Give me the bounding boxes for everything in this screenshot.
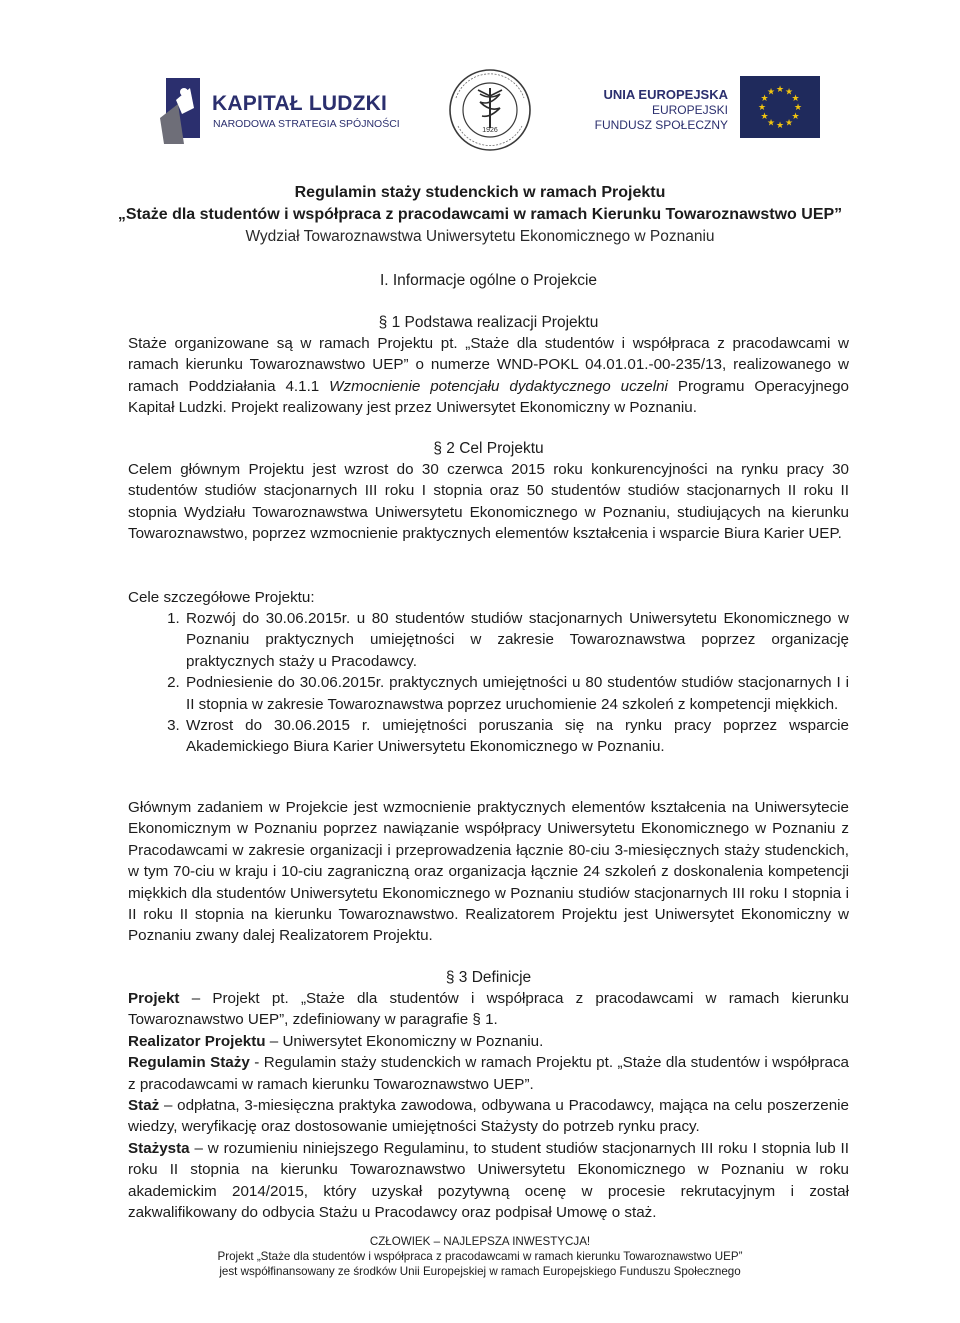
svg-text:★: ★ bbox=[760, 112, 769, 122]
svg-text:★: ★ bbox=[784, 118, 794, 129]
definition-text: - Regulamin staży studenckich w ramach Projektu pt. „Staże dla studentów i współpraca z pracodawcami w ramach kierunku Towaroznawstwo UEP”. bbox=[128, 1054, 849, 1093]
title-line1: Regulamin staży studenckich w ramach Projektu bbox=[294, 184, 666, 201]
definition-item bbox=[128, 988, 849, 1031]
definition-text: – Projekt pt. „Staże dla studentów i współpraca z pracodawcami w ramach kierunku Towaroznawstwo UEP”, zdefiniowany w paragrafie § 1. bbox=[128, 990, 849, 1029]
goal-item: 2. Podniesienie do 30.06.2015r. praktycznych umiejętności u 80 studentów studiów stacjonarnych I i II stopnia w zakresie Towaroznawstwa poprzez uruchomienie 24 szkoleń z kompetencji miękkich. bbox=[184, 672, 849, 715]
paragraph1-text bbox=[128, 333, 849, 419]
svg-text:★: ★ bbox=[791, 112, 800, 122]
goals-list-container bbox=[128, 608, 849, 758]
definition-text: – odpłatna, 3-miesięczna praktyka zawodowa, odbywana u Pracodawcy, mająca na celu poszerzenie wiedzy, weryfikację oraz dostosowanie umiejętności Stażysty do potrzeb rynku pracy. bbox=[128, 1097, 849, 1136]
paragraph1-heading: § 1 Podstawa realizacji Projektu bbox=[378, 314, 599, 331]
definition-term: Realizator Projektu bbox=[128, 1032, 266, 1050]
svg-text:★: ★ bbox=[760, 94, 769, 104]
definition-term: Projekt bbox=[128, 990, 180, 1007]
kapital-ludzki-logo bbox=[160, 78, 400, 148]
definitions-list bbox=[128, 988, 849, 1223]
svg-text:★: ★ bbox=[775, 121, 785, 131]
title-line2: „Staże dla studentów i współpraca z pracodawcami w ramach Kierunku Towaroznawstwo UEP” bbox=[117, 206, 843, 223]
paragraph1-text-a: Staże organizowane są w ramach Projektu pt. „Staże dla studentów i współpraca z pracodawcami w ramach kierunku Towaroznawstwo UEP” o numerze WND-POKL 04.01.01.-00-235/13, realizowanego w ramach Poddziałania 4.1.1 bbox=[128, 335, 849, 395]
svg-text:★: ★ bbox=[784, 87, 794, 98]
goals-list bbox=[128, 608, 849, 758]
eu-line1: UNIA EUROPEJSKA bbox=[603, 87, 728, 102]
eu-line2: EUROPEJSKI bbox=[651, 103, 728, 117]
definition-term: Staż bbox=[128, 1097, 160, 1115]
definition-text: – Uniwersytet Ekonomiczny w Poznaniu. bbox=[265, 1032, 544, 1050]
document-title bbox=[0, 182, 960, 248]
footer-line3: jest współfinansowany ze środków Unii Europejskiej w ramach Europejskiego Funduszu Społecznego bbox=[219, 1265, 741, 1278]
eu-text bbox=[595, 86, 728, 133]
title-line3: Wydział Towaroznawstwa Uniwersytetu Ekonomicznego w Poznaniu bbox=[245, 228, 715, 245]
definition-term: Stażysta bbox=[128, 1139, 190, 1157]
svg-text:★: ★ bbox=[791, 94, 800, 104]
paragraph1-text-b: Programu Operacyjnego Kapitał Ludzki. Projekt realizowany jest przez Uniwersytet Ekonomiczny w Poznaniu. bbox=[128, 377, 849, 417]
goal-item: 3. Wzrost do 30.06.2015 r. umiejętności poruszania się na rynku pracy poprzez wsparcie Akademickiego Biura Karier Uniwersytetu Ekonomicznego w Poznaniu. bbox=[184, 715, 849, 758]
page-footer bbox=[0, 1234, 960, 1279]
kapital-ludzki-title: KAPITAŁ LUDZKI bbox=[212, 92, 388, 115]
footer-line2: Projekt „Staże dla studentów i współpraca z pracodawcami w ramach kierunku Towaroznawstwo UEP” bbox=[217, 1250, 743, 1263]
paragraph3-heading: § 3 Definicje bbox=[445, 969, 532, 986]
paragraph1-text-italic: Wzmocnienie potencjału dydaktycznego uczelni bbox=[329, 377, 668, 395]
eu-logo bbox=[580, 76, 820, 140]
eu-flag-icon bbox=[740, 76, 820, 138]
definition-term: Regulamin Staży bbox=[128, 1054, 250, 1072]
svg-text:★: ★ bbox=[793, 103, 803, 113]
main-task-text: Głównym zadaniem w Projekcie jest wzmocnienie praktycznych elementów kształcenia na Uniwersytecie Ekonomicznym w Poznaniu poprzez nawiązanie współpracy Uniwersytetu Ekonomicznego w Poznaniu z Pracodawcami w zakresie organizacji i przeprowadzenia łącznie 80-ciu 3-miesięcznych staży studenckich, w tym 70-ciu w kraju i 10-ciu zagraniczną oraz organizacja łącznie 24 szkoleń z doskonalenia kompetencji miękkich dla studentów Uniwersytetu Ekonomicznego w Poznaniu studiów stacjonarnych III roku I stopnia i II roku II stopnia na kierunku Towaroznawstwo. Realizatorem Projektu jest Uniwersytet Ekonomiczny w Poznaniu zwany dalej Realizatorem Projektu. bbox=[128, 799, 849, 945]
paragraph2-text: Celem głównym Projektu jest wzrost do 30 czerwca 2015 roku konkurencyjności na rynku pracy 30 studentów studiów stacjonarnych III roku I stopnia oraz 50 studentów studiów stacjonarnych II roku II stopnia Wydziału Towaroznawstwa Uniwersytetu Ekonomicznego w Poznaniu, studiujących na kierunku Towaroznawstwo, poprzez wzmocnienie praktycznych elementów kształcenia i wsparcie Biura Karier UEP. bbox=[128, 461, 849, 543]
goals-label: Cele szczegółowe Projektu: bbox=[128, 589, 315, 606]
svg-text:★: ★ bbox=[766, 118, 776, 129]
svg-text:★: ★ bbox=[757, 103, 767, 113]
seal-year: 1926 bbox=[482, 127, 498, 134]
section-heading: I. Informacje ogólne o Projekcie bbox=[379, 272, 598, 289]
definition-item bbox=[128, 1052, 849, 1095]
university-seal-icon bbox=[438, 68, 542, 152]
svg-text:★: ★ bbox=[775, 85, 785, 95]
definition-text: – w rozumieniu niniejszego Regulaminu, to student studiów stacjonarnych III roku I stopnia lub II roku II stopnia na kierunku Towaroznawstwo Uniwersytetu Ekonomicznego w Poznaniu w roku akademickim 2014/2015, który uzyskał pozytywną ocenę w procesie rekrutacyjnym i został zakwalifikowany do odbycia Stażu u Pracodawcy oraz podpisał Umowę o staż. bbox=[128, 1139, 849, 1222]
eu-line3: FUNDUSZ SPOŁECZNY bbox=[594, 118, 728, 132]
svg-text:★: ★ bbox=[766, 87, 776, 98]
footer-line1: CZŁOWIEK – NAJLEPSZA INWESTYCJA! bbox=[369, 1235, 591, 1248]
paragraph2-heading: § 2 Cel Projektu bbox=[433, 440, 544, 457]
goal-item: 1. Rozwój do 30.06.2015r. u 80 studentów studiów stacjonarnych Uniwersytetu Ekonomicznego w Poznaniu praktycznych umiejętności w zakresie Towaroznawstwa poprzez organizację praktycznych staży u Pracodawcy. bbox=[184, 608, 849, 672]
definition-item bbox=[128, 1031, 849, 1052]
definition-item bbox=[128, 1095, 849, 1138]
kapital-ludzki-subtitle: NARODOWA STRATEGIA SPÓJNOŚCI bbox=[213, 118, 400, 130]
definition-item bbox=[128, 1138, 849, 1224]
kapital-ludzki-icon bbox=[160, 78, 202, 144]
